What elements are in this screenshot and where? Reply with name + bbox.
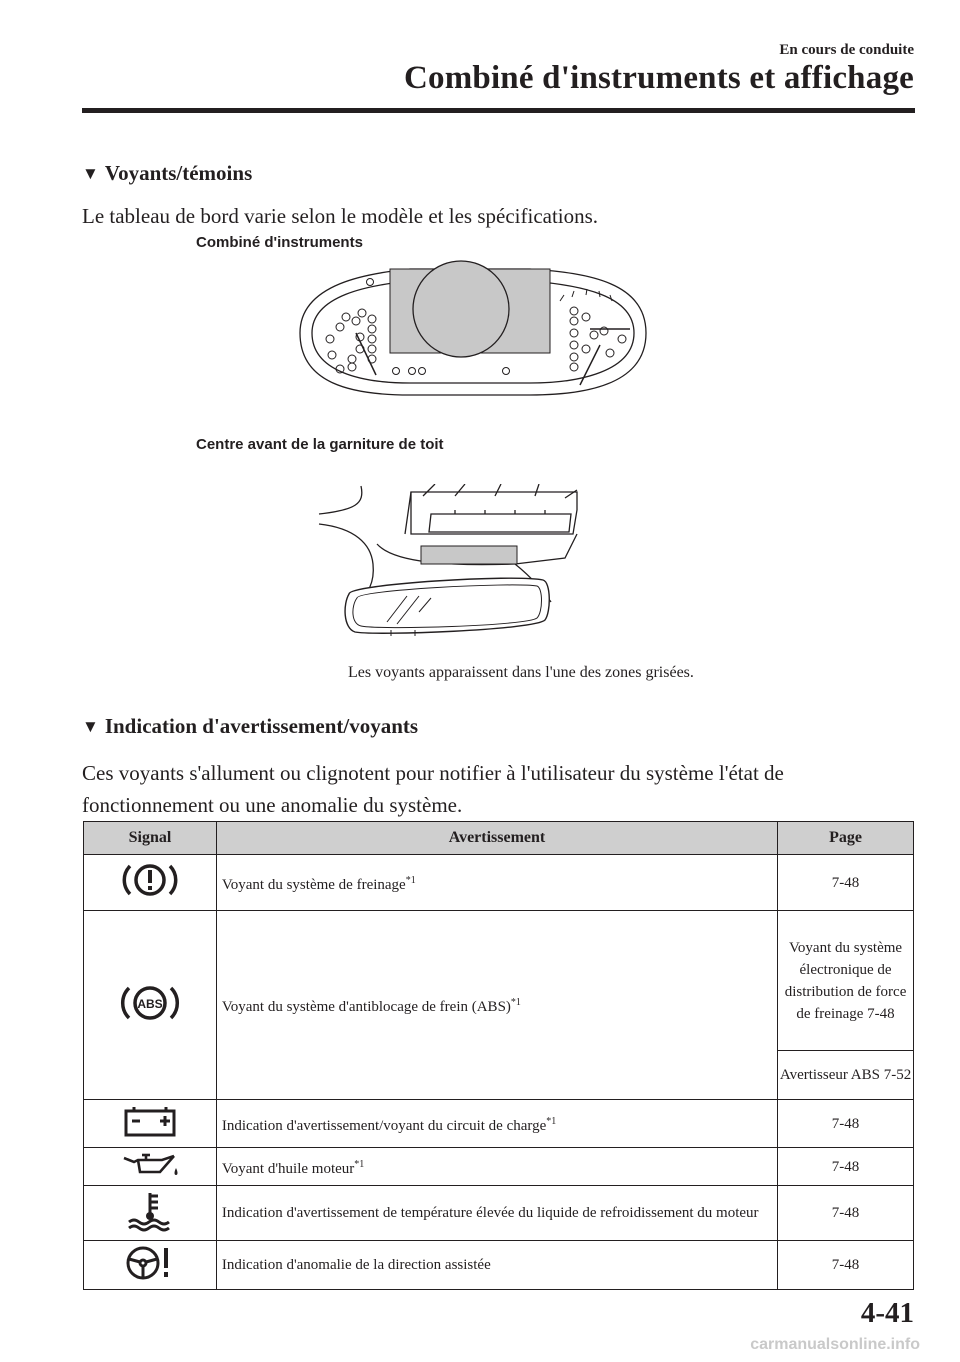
triangle-bullet-icon: ▼ [82,717,99,736]
signal-cell [84,1186,217,1241]
warning-cell: Voyant du système d'antiblocage de frein (ABS)$^{*1}$ [216,911,777,1100]
running-header-section: En cours de conduite [779,42,914,58]
power-steering-icon [123,1243,177,1283]
coolant-temperature-icon [125,1190,175,1232]
signal-cell [84,855,217,911]
table-row [84,911,914,1051]
brake-warning-icon [120,860,180,900]
warning-cell: Indication d'avertissement/voyant du circuit de charge$^{*1}$ [216,1100,777,1148]
table-row [84,1186,914,1241]
header-signal: Signal [84,822,217,855]
page-cell: Voyant du système électronique de distribution de force de freinage 7-48 [778,911,914,1051]
page-cell: 7-48 [778,1148,914,1186]
triangle-bullet-icon: ▼ [82,164,99,183]
page-cell: Avertisseur ABS 7-52 [778,1051,914,1100]
figure-caption: Les voyants apparaissent dans l'une des zones grisées. [348,664,694,681]
signal-cell [84,1241,217,1290]
page-number: 4-41 [860,1297,914,1329]
figure2-label: Centre avant de la garniture de toit [196,436,444,453]
signal-cell [84,1148,217,1186]
overhead-console-figure [315,484,585,638]
instrument-cluster-figure [290,255,650,403]
warning-cell: Voyant du système de freinage$^{*1}$ [216,855,777,911]
section2-intro: Ces voyants s'allument ou clignotent pour notifier à l'utilisateur du système l'état de fonctionnement ou une anomalie du système. [82,761,784,817]
oil-can-icon [118,1150,182,1178]
table-row [84,1100,914,1148]
warning-cell: Voyant d'huile moteur$^{*1}$ [216,1148,777,1186]
watermark: carmanualsonline.info [750,1336,920,1353]
battery-charge-icon [122,1104,178,1138]
header-warning: Avertissement [216,822,777,855]
svg-text:ABS: ABS [137,996,163,1011]
page-cell: 7-48 [778,1241,914,1290]
figure1-label: Combiné d'instruments [196,234,363,251]
table-row [84,855,914,911]
section-title-voyants: ▼ Voyants/témoins [82,161,253,185]
page-cell: 7-48 [778,1100,914,1148]
header-page: Page [778,822,914,855]
table-row [84,1241,914,1290]
running-header-title: Combiné d'instruments et affichage [403,60,914,96]
page-cell: 7-48 [778,1186,914,1241]
signal-cell [84,1100,217,1148]
page-cell: 7-48 [778,855,914,911]
abs-warning-icon [118,981,182,1025]
table-header-row [84,822,914,855]
warning-cell: Indication d'avertissement de température élevée du liquide de refroidissement du moteur [216,1186,777,1241]
signal-cell [84,911,217,1100]
warning-lights-table [83,821,914,1290]
section-title-avertissement: ▼ Indication d'avertissement/voyants [82,714,419,738]
section1-intro: Le tableau de bord varie selon le modèle et les spécifications. [82,204,599,228]
header-rule [82,108,915,113]
warning-cell: Indication d'anomalie de la direction assistée [216,1241,777,1290]
table-row [84,1148,914,1186]
